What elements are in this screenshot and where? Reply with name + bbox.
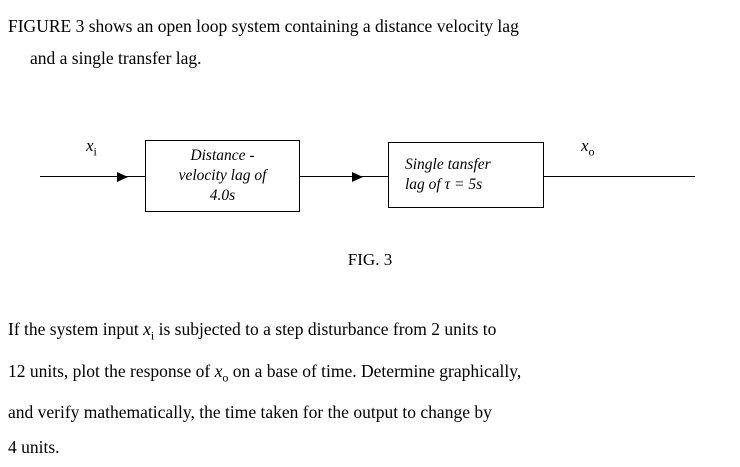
output-signal-subscript: o — [588, 144, 595, 159]
body-line-2-variable — [214, 360, 229, 384]
single-transfer-lag-block — [388, 142, 544, 208]
block1-line-2: velocity lag of — [178, 167, 267, 184]
body-line-2-variable-symbol: x — [214, 360, 223, 381]
body-line-1-variable — [143, 319, 155, 343]
body-line-1 — [8, 312, 732, 354]
body-paragraph — [8, 312, 732, 465]
intro-paragraph — [8, 10, 732, 74]
input-wire — [40, 176, 145, 177]
block1-line-1: Distance - — [190, 147, 255, 164]
body-line-2-part-b: on a base of time. Determine graphically, — [228, 360, 522, 381]
intro-line-2: and a single transfer lag. — [30, 48, 202, 68]
block2-line-2: lag of τ = 5s — [405, 176, 483, 193]
middle-wire — [300, 176, 388, 177]
input-signal-label — [86, 136, 97, 159]
middle-arrow-icon — [352, 172, 363, 182]
input-signal-symbol: x — [86, 136, 94, 155]
figure-caption: FIG. 3 — [347, 250, 393, 269]
block2-line-1: Single tansfer — [405, 156, 491, 173]
input-signal-subscript: i — [93, 144, 97, 159]
body-line-1-variable-subscript: i — [150, 328, 155, 343]
body-line-2-variable-subscript: o — [222, 370, 229, 384]
block1-line-3: 4.0s — [209, 187, 236, 204]
body-line-2 — [8, 354, 732, 396]
output-wire — [543, 176, 695, 177]
body-line-1-part-a: If the system input — [8, 319, 144, 339]
output-signal-symbol: x — [581, 136, 589, 155]
distance-velocity-lag-block — [145, 140, 300, 212]
body-line-1-part-b: is subjected to a step disturbance from 2 units to — [154, 319, 497, 339]
input-arrow-icon — [117, 172, 128, 182]
body-line-2-part-a: 12 units, plot the response of — [8, 360, 215, 381]
body-line-4: 4 units. — [8, 437, 60, 457]
body-line-3: and verify mathematically, the time taken for the output to change by — [8, 402, 492, 422]
intro-line-1: FIGURE 3 shows an open loop system containing a distance velocity lag — [8, 16, 519, 36]
output-signal-label — [581, 136, 595, 159]
body-line-1-variable-symbol: x — [143, 319, 151, 339]
